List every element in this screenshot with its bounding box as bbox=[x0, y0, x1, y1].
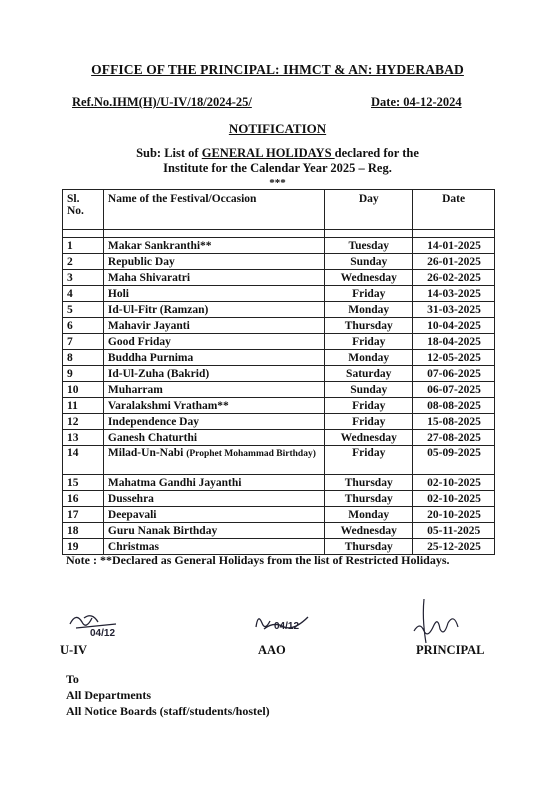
cell-sl-no: 13 bbox=[63, 430, 104, 446]
cell-sl-no: 11 bbox=[63, 398, 104, 414]
cell-day: Saturday bbox=[325, 366, 413, 382]
cell-festival-name: Independence Day bbox=[103, 414, 324, 430]
cell-day: Wednesday bbox=[325, 270, 413, 286]
cell-date: 26-01-2025 bbox=[413, 254, 495, 270]
distribution-notice-boards: All Notice Boards (staff/students/hostel) bbox=[66, 704, 270, 718]
festival-name-text: Milad-Un-Nabi bbox=[107, 447, 184, 459]
stars-separator: *** bbox=[269, 177, 286, 189]
cell-day: Friday bbox=[325, 446, 413, 475]
notice-date: Date: 04-12-2024 bbox=[371, 95, 462, 109]
table-row bbox=[63, 366, 495, 382]
office-heading: OFFICE OF THE PRINCIPAL: IHMCT & AN: HYDERABAD bbox=[91, 62, 464, 77]
footnote: Note : **Declared as General Holidays from the list of Restricted Holidays. bbox=[66, 553, 450, 567]
cell-day: Wednesday bbox=[325, 523, 413, 539]
distribution-departments: All Departments bbox=[66, 688, 151, 702]
notification-title: NOTIFICATION bbox=[228, 121, 327, 136]
cell-day: Thursday bbox=[325, 475, 413, 491]
cell-day: Friday bbox=[325, 398, 413, 414]
cell-sl-no: 1 bbox=[63, 238, 104, 254]
cell-festival-name: Id-Ul-Fitr (Ramzan) bbox=[103, 302, 324, 318]
cell-festival-name: Dussehra bbox=[103, 491, 324, 507]
cell-sl-no: 8 bbox=[63, 350, 104, 366]
signature-principal bbox=[408, 595, 478, 645]
cell-festival-name: Republic Day bbox=[103, 254, 324, 270]
cell-date: 25-12-2025 bbox=[413, 539, 495, 555]
cell-date: 05-09-2025 bbox=[413, 446, 495, 475]
table-row bbox=[63, 286, 495, 302]
cell-festival-name: Mahavir Jayanti bbox=[103, 318, 324, 334]
cell-day: Monday bbox=[325, 302, 413, 318]
cell-sl-no: 2 bbox=[63, 254, 104, 270]
table-row bbox=[63, 475, 495, 491]
cell-date: 14-01-2025 bbox=[413, 238, 495, 254]
svg-text:04/12: 04/12 bbox=[90, 628, 116, 639]
column-header-sl: Sl. No. bbox=[63, 190, 104, 230]
cell-festival-name: Holi bbox=[103, 286, 324, 302]
table-row bbox=[63, 382, 495, 398]
cell-sl-no: 5 bbox=[63, 302, 104, 318]
cell-festival-name bbox=[103, 446, 324, 475]
table-row bbox=[63, 270, 495, 286]
cell-day: Friday bbox=[325, 286, 413, 302]
cell-festival-name: Good Friday bbox=[103, 334, 324, 350]
cell-day: Monday bbox=[325, 507, 413, 523]
table-row bbox=[63, 254, 495, 270]
festival-name-note: (Prophet Mohammad Birthday) bbox=[186, 449, 316, 459]
cell-date: 14-03-2025 bbox=[413, 286, 495, 302]
column-header-date: Date bbox=[413, 190, 495, 230]
cell-sl-no: 12 bbox=[63, 414, 104, 430]
cell-sl-no: 16 bbox=[63, 491, 104, 507]
cell-sl-no: 3 bbox=[63, 270, 104, 286]
table-row bbox=[63, 238, 495, 254]
cell-festival-name: Christmas bbox=[103, 539, 324, 555]
table-row bbox=[63, 302, 495, 318]
cell-date: 15-08-2025 bbox=[413, 414, 495, 430]
cell-sl-no: 15 bbox=[63, 475, 104, 491]
distribution-to: To bbox=[66, 672, 79, 686]
signature-label-u-iv: U-IV bbox=[60, 643, 88, 657]
cell-day: Thursday bbox=[325, 539, 413, 555]
cell-sl-no: 10 bbox=[63, 382, 104, 398]
cell-date: 31-03-2025 bbox=[413, 302, 495, 318]
table-row bbox=[63, 430, 495, 446]
cell-day: Sunday bbox=[325, 254, 413, 270]
cell-date: 08-08-2025 bbox=[413, 398, 495, 414]
cell-date: 10-04-2025 bbox=[413, 318, 495, 334]
cell-festival-name: Muharram bbox=[103, 382, 324, 398]
cell-sl-no: 7 bbox=[63, 334, 104, 350]
cell-sl-no: 9 bbox=[63, 366, 104, 382]
cell-date: 02-10-2025 bbox=[413, 491, 495, 507]
subject-emphasis: GENERAL HOLIDAYS bbox=[201, 146, 335, 160]
column-header-name: Name of the Festival/Occasion bbox=[103, 190, 324, 230]
table-row bbox=[63, 507, 495, 523]
cell-date: 07-06-2025 bbox=[413, 366, 495, 382]
cell-date: 06-07-2025 bbox=[413, 382, 495, 398]
holidays-table bbox=[62, 189, 495, 555]
subject-line bbox=[60, 146, 495, 176]
cell-festival-name: Id-Ul-Zuha (Bakrid) bbox=[103, 366, 324, 382]
cell-sl-no: 4 bbox=[63, 286, 104, 302]
reference-number: Ref.No.IHM(H)/U-IV/18/2024-25/ bbox=[72, 95, 252, 109]
cell-date: 20-10-2025 bbox=[413, 507, 495, 523]
table-row bbox=[63, 334, 495, 350]
table-row bbox=[63, 350, 495, 366]
table-row bbox=[63, 523, 495, 539]
cell-festival-name: Ganesh Chaturthi bbox=[103, 430, 324, 446]
cell-sl-no: 17 bbox=[63, 507, 104, 523]
table-row bbox=[63, 491, 495, 507]
cell-day: Friday bbox=[325, 414, 413, 430]
cell-date: 02-10-2025 bbox=[413, 475, 495, 491]
cell-sl-no: 6 bbox=[63, 318, 104, 334]
table-row bbox=[63, 446, 495, 475]
svg-text:04/12: 04/12 bbox=[274, 621, 300, 632]
cell-day: Wednesday bbox=[325, 430, 413, 446]
cell-date: 26-02-2025 bbox=[413, 270, 495, 286]
table-spacer-row bbox=[63, 230, 495, 238]
cell-festival-name: Guru Nanak Birthday bbox=[103, 523, 324, 539]
subject-suffix: declared for the bbox=[334, 146, 419, 160]
cell-sl-no: 19 bbox=[63, 539, 104, 555]
cell-date: 12-05-2025 bbox=[413, 350, 495, 366]
cell-date: 18-04-2025 bbox=[413, 334, 495, 350]
cell-festival-name: Makar Sankranthi** bbox=[103, 238, 324, 254]
cell-sl-no: 14 bbox=[63, 446, 104, 475]
table-body bbox=[63, 230, 495, 555]
cell-festival-name: Varalakshmi Vratham** bbox=[103, 398, 324, 414]
table-row bbox=[63, 398, 495, 414]
cell-festival-name: Buddha Purnima bbox=[103, 350, 324, 366]
cell-day: Sunday bbox=[325, 382, 413, 398]
table-row bbox=[63, 318, 495, 334]
cell-date: 05-11-2025 bbox=[413, 523, 495, 539]
cell-day: Thursday bbox=[325, 491, 413, 507]
subject-line-2: Institute for the Calendar Year 2025 – Reg. bbox=[163, 161, 392, 175]
cell-festival-name: Deepavali bbox=[103, 507, 324, 523]
signature-aao bbox=[250, 607, 320, 637]
cell-date: 27-08-2025 bbox=[413, 430, 495, 446]
cell-day: Monday bbox=[325, 350, 413, 366]
cell-day: Friday bbox=[325, 334, 413, 350]
signature-label-principal: PRINCIPAL bbox=[416, 643, 485, 657]
cell-day: Tuesday bbox=[325, 238, 413, 254]
subject-prefix: Sub: List of bbox=[136, 146, 202, 160]
cell-festival-name: Mahatma Gandhi Jayanthi bbox=[103, 475, 324, 491]
cell-day: Thursday bbox=[325, 318, 413, 334]
table-row bbox=[63, 414, 495, 430]
table-header-row bbox=[63, 190, 495, 230]
column-header-day: Day bbox=[325, 190, 413, 230]
signature-u-iv bbox=[62, 606, 132, 640]
cell-festival-name: Maha Shivaratri bbox=[103, 270, 324, 286]
signature-label-aao: AAO bbox=[258, 643, 286, 657]
cell-sl-no: 18 bbox=[63, 523, 104, 539]
